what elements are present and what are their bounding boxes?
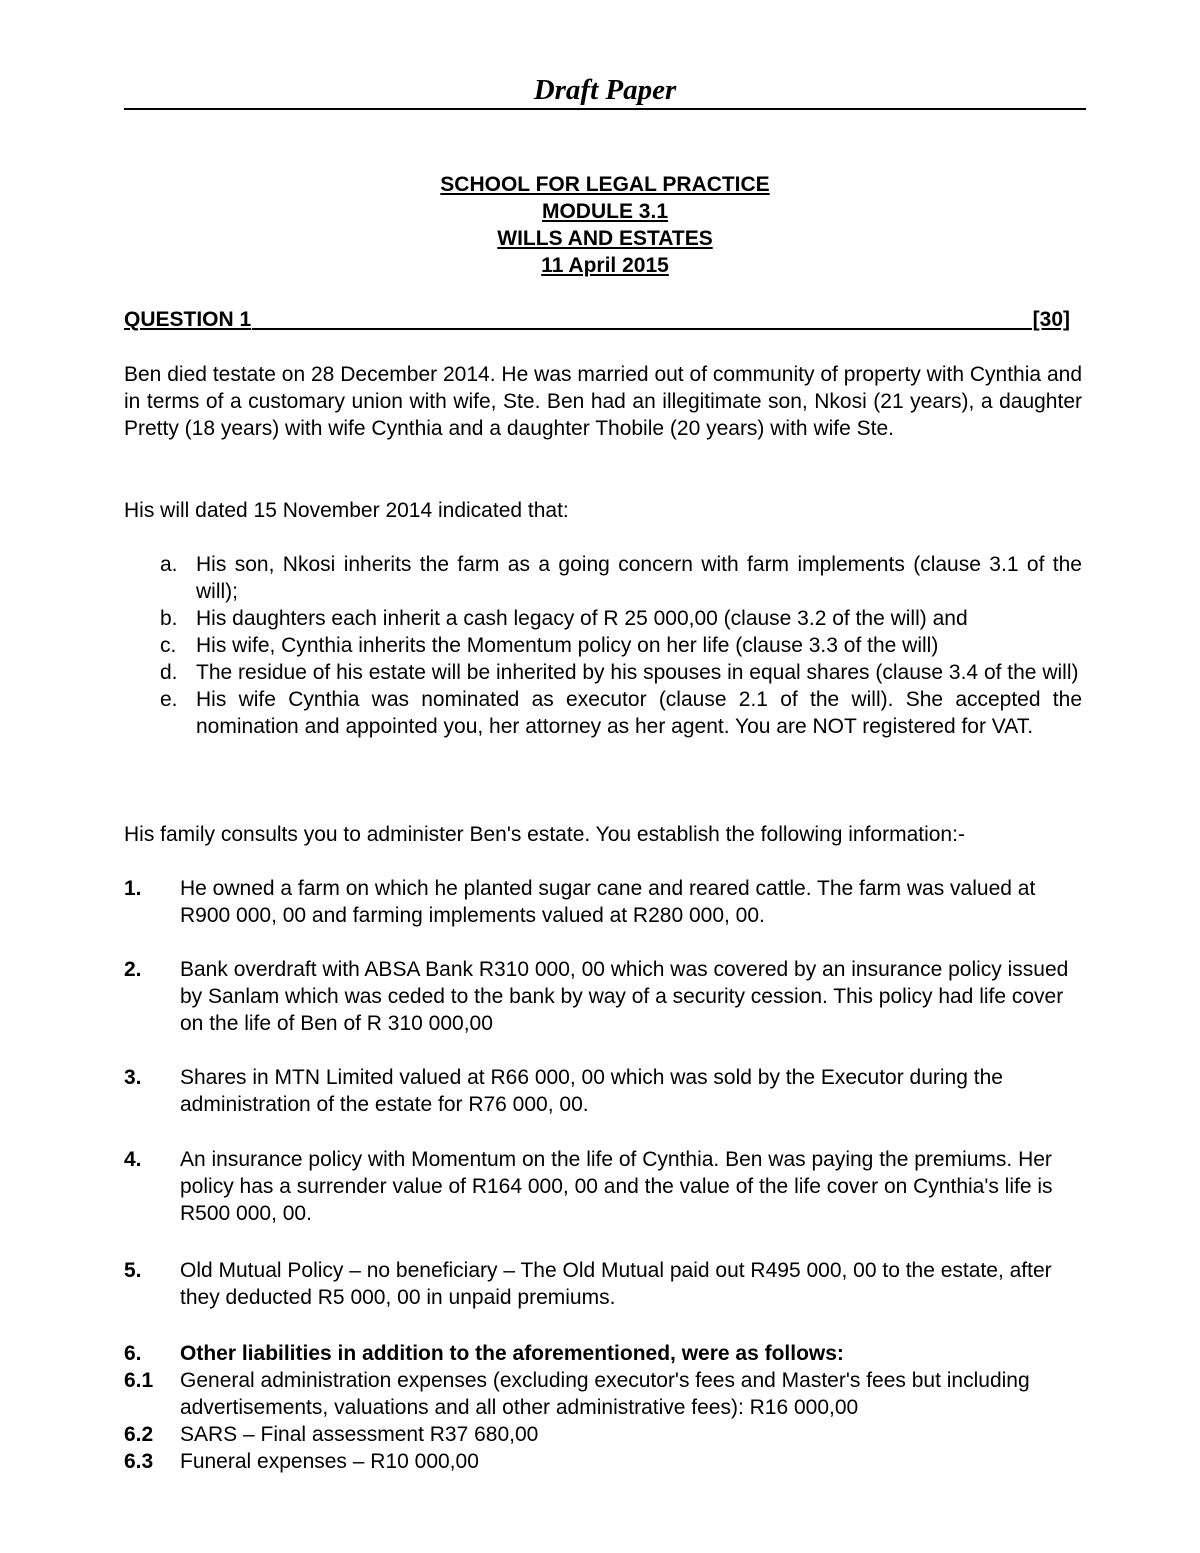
list-letter: e.	[160, 688, 178, 711]
will-intro: His will dated 15 November 2014 indicated that:	[124, 499, 569, 522]
info-text: An insurance policy with Momentum on the life of Cynthia. Ben was paying the premiums. Her policy has a surrender value of R164 000, 00 and the value of the life cover on Cynthia's life is R500 000, 00.	[180, 1148, 1053, 1225]
info-text: Bank overdraft with ABSA Bank R310 000, 00 which was covered by an insurance policy issued by Sanlam which was ceded to the bank by way of a security cession. This policy had life cover on the life of Ben of R 310 000,00	[180, 958, 1069, 1035]
page-header	[124, 72, 1086, 110]
exam-date: 11 April 2015	[541, 254, 669, 277]
liability-number: 6.3	[124, 1450, 154, 1473]
module-number: MODULE 3.1	[541, 200, 669, 223]
question-heading	[124, 306, 1070, 333]
list-text: His son, Nkosi inherits the farm as a going concern with farm implements (clause 3.1 of the will);	[196, 553, 1082, 603]
list-item	[124, 659, 1082, 686]
intro-paragraph: Ben died testate on 28 December 2014. He was married out of community of property with Cynthia and in terms of a customary union with wife, Ste. Ben had an illegitimate son, Nkosi (21 years), a daughter Pretty (18 years) with wife Cynthia and a daughter Thobile (20 years) with wife Ste.	[124, 363, 1082, 440]
info-text: He owned a farm on which he planted sugar cane and reared cattle. The farm was valued at R900 000, 00 and farming implements valued at R280 000, 00.	[180, 877, 1036, 927]
list-letter: c.	[160, 634, 177, 657]
liability-number: 6.2	[124, 1423, 154, 1446]
list-letter: d.	[160, 661, 178, 684]
info-text: Shares in MTN Limited valued at R66 000, 00 which was sold by the Executor during the administration of the estate for R76 000, 00.	[180, 1066, 1003, 1116]
question-marks: [30]	[1032, 308, 1070, 331]
question-label: QUESTION 1	[124, 308, 252, 331]
list-item	[124, 605, 1082, 632]
info-number: 2.	[124, 958, 142, 981]
liability-number: 6.1	[124, 1369, 154, 1392]
module-title: WILLS AND ESTATES	[497, 227, 713, 250]
liability-text: General administration expenses (excluding executor's fees and Master's fees but including advertisements, valuations and all other administrative fees): R16 000,00	[180, 1369, 1030, 1419]
list-item	[124, 686, 1082, 740]
info-number: 1.	[124, 877, 142, 900]
info-item	[124, 1064, 1082, 1118]
header-title: Draft Paper	[533, 74, 677, 106]
info-item	[124, 1146, 1082, 1227]
will-clauses-list	[124, 551, 1082, 740]
liability-text: SARS – Final assessment R37 680,00	[180, 1423, 539, 1446]
liability-item	[124, 1448, 1082, 1475]
info-item	[124, 956, 1082, 1037]
liability-item	[124, 1421, 1082, 1448]
title-block	[124, 171, 1086, 279]
list-text: The residue of his estate will be inherited by his spouses in equal shares (clause 3.4 of the will)	[196, 661, 1079, 684]
info-item	[124, 1257, 1082, 1311]
consult-paragraph: His family consults you to administer Ben's estate. You establish the following information:-	[124, 823, 965, 846]
school-name: SCHOOL FOR LEGAL PRACTICE	[440, 173, 770, 196]
info-number: 5.	[124, 1259, 142, 1282]
info-item	[124, 875, 1082, 929]
liability-text: Funeral expenses – R10 000,00	[180, 1450, 479, 1473]
list-letter: a.	[160, 553, 178, 576]
list-item	[124, 632, 1082, 659]
liabilities-heading-text: Other liabilities in addition to the aforementioned, were as follows:	[180, 1342, 844, 1365]
list-letter: b.	[160, 607, 178, 630]
list-text: His wife Cynthia was nominated as executor (clause 2.1 of the will). She accepted the nomination and appointed you, her attorney as her agent. You are NOT registered for VAT.	[196, 688, 1082, 738]
liabilities-number: 6.	[124, 1342, 142, 1365]
info-number: 4.	[124, 1148, 142, 1171]
question-underline	[252, 308, 1031, 330]
liability-item	[124, 1367, 1082, 1421]
list-item	[124, 551, 1082, 605]
info-text: Old Mutual Policy – no beneficiary – The Old Mutual paid out R495 000, 00 to the estate, after they deducted R5 000, 00 in unpaid premiums.	[180, 1259, 1052, 1309]
liabilities-heading	[124, 1340, 1082, 1367]
list-text: His daughters each inherit a cash legacy of R 25 000,00 (clause 3.2 of the will) and	[196, 607, 968, 630]
list-text: His wife, Cynthia inherits the Momentum policy on her life (clause 3.3 of the will)	[196, 634, 939, 657]
info-number: 3.	[124, 1066, 142, 1089]
